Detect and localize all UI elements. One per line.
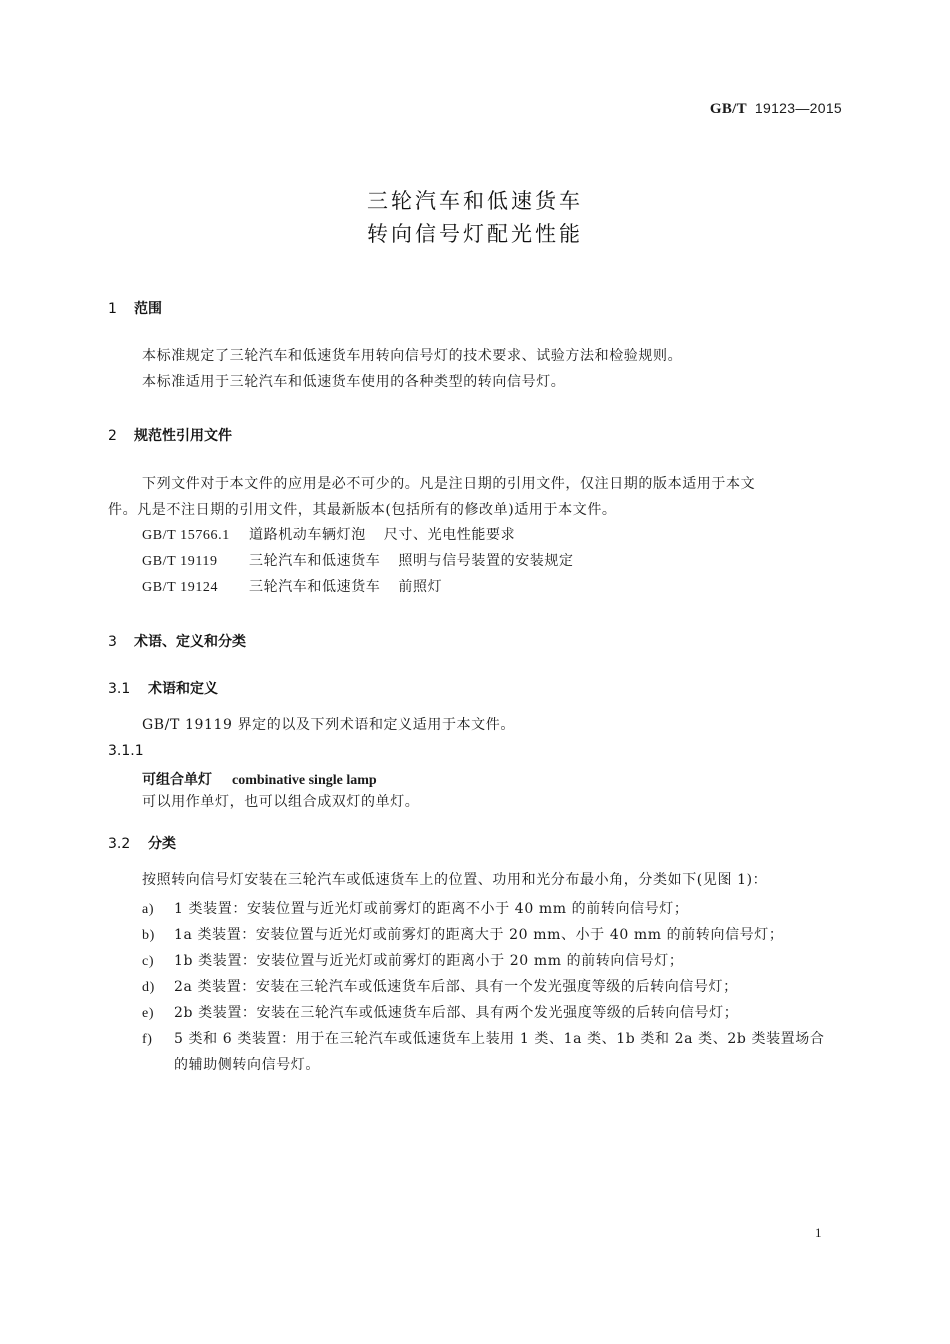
section-3-1-heading xyxy=(108,678,218,698)
list-marker: d) xyxy=(142,980,155,995)
list-item xyxy=(142,924,783,944)
reference-code: GB/T 19124 xyxy=(142,580,219,595)
list-text: 5 类和 6 类装置：用于在三轮汽车或低速货车上装用 1 类、1a 类、1b 类和 2a 类、2b 类装置场合 xyxy=(174,1031,825,1047)
page-number: 1 xyxy=(815,1225,822,1240)
list-marker: e) xyxy=(142,1006,155,1021)
list-marker: c) xyxy=(142,954,155,969)
term-definition: 可以用作单灯，也可以组合成双灯的单灯。 xyxy=(142,794,420,810)
list-item xyxy=(142,950,683,970)
list-marker: b) xyxy=(142,928,155,943)
paragraph: 本标准规定了三轮汽车和低速货车用转向信号灯的技术要求、试验方法和检验规则。 xyxy=(142,348,683,364)
list-item xyxy=(142,976,738,996)
section-title: 分类 xyxy=(148,836,176,852)
term-english: combinative single lamp xyxy=(232,773,377,788)
section-number: 3.1.1 xyxy=(108,743,144,759)
reference-subtitle: 尺寸、光电性能要求 xyxy=(383,527,516,543)
section-number: 1 xyxy=(108,301,117,317)
standard-prefix: GB/T xyxy=(709,101,747,117)
document-title-line1: 三轮汽车和低速货车 xyxy=(367,189,583,213)
section-title: 范围 xyxy=(134,301,162,317)
paragraph: 按照转向信号灯安装在三轮汽车或低速货车上的位置、功用和光分布最小角，分类如下(见图 1)： xyxy=(142,872,768,888)
section-title: 规范性引用文件 xyxy=(134,428,232,444)
list-text: 2a 类装置：安装在三轮汽车或低速货车后部、具有一个发光强度等级的后转向信号灯； xyxy=(174,979,738,995)
reference-code: GB/T 19119 xyxy=(142,554,218,569)
paragraph: 件。凡是不注日期的引用文件，其最新版本(包括所有的修改单)适用于本文件。 xyxy=(108,502,617,518)
paragraph: 下列文件对于本文件的应用是必不可少的。凡是注日期的引用文件，仅注日期的版本适用于本文 xyxy=(142,476,756,492)
section-title: 术语、定义和分类 xyxy=(134,634,246,650)
list-text: 1b 类装置：安装位置与近光灯或前雾灯的距离小于 20 mm 的前转向信号灯； xyxy=(174,953,684,969)
term-chinese: 可组合单灯 xyxy=(142,772,212,788)
reference-item xyxy=(142,522,515,549)
paragraph: GB/T 19119 界定的以及下列术语和定义适用于本文件。 xyxy=(142,717,515,733)
standard-number xyxy=(710,100,842,118)
reference-subtitle: 照明与信号装置的安装规定 xyxy=(398,553,574,569)
section-3-heading xyxy=(108,631,246,651)
reference-title: 道路机动车辆灯泡 xyxy=(249,527,366,543)
list-marker: f) xyxy=(142,1032,153,1047)
reference-item xyxy=(142,548,574,575)
reference-subtitle: 前照灯 xyxy=(398,579,443,595)
list-item xyxy=(142,898,688,918)
section-number: 3 xyxy=(108,634,117,650)
section-3-2-heading xyxy=(108,833,176,853)
section-title: 术语和定义 xyxy=(148,681,218,697)
list-text: 2b 类装置：安装在三轮汽车或低速货车后部、具有两个发光强度等级的后转向信号灯； xyxy=(174,1005,739,1021)
list-text-continuation: 的辅助侧转向信号灯。 xyxy=(174,1057,320,1073)
standard-code: 19123—2015 xyxy=(754,100,842,116)
reference-item xyxy=(142,574,442,601)
document-title-line2: 转向信号灯配光性能 xyxy=(367,222,583,246)
section-2-heading xyxy=(108,425,232,445)
section-number: 2 xyxy=(108,428,117,444)
section-number: 3.2 xyxy=(108,836,131,852)
term-entry xyxy=(142,769,377,789)
list-text: 1 类装置：安装位置与近光灯或前雾灯的距离不小于 40 mm 的前转向信号灯； xyxy=(174,901,689,917)
section-1-heading xyxy=(108,298,162,318)
list-item xyxy=(142,1002,738,1022)
list-item xyxy=(142,1028,825,1073)
reference-title: 三轮汽车和低速货车 xyxy=(249,553,381,569)
section-number: 3.1 xyxy=(108,681,131,697)
reference-title: 三轮汽车和低速货车 xyxy=(249,579,381,595)
list-marker: a) xyxy=(142,902,155,917)
list-text: 1a 类装置：安装位置与近光灯或前雾灯的距离大于 20 mm、小于 40 mm 的前转向信号灯； xyxy=(174,927,784,943)
paragraph: 本标准适用于三轮汽车和低速货车使用的各种类型的转向信号灯。 xyxy=(142,374,566,390)
reference-code: GB/T 15766.1 xyxy=(142,528,230,543)
section-3-1-1-heading xyxy=(108,743,144,759)
